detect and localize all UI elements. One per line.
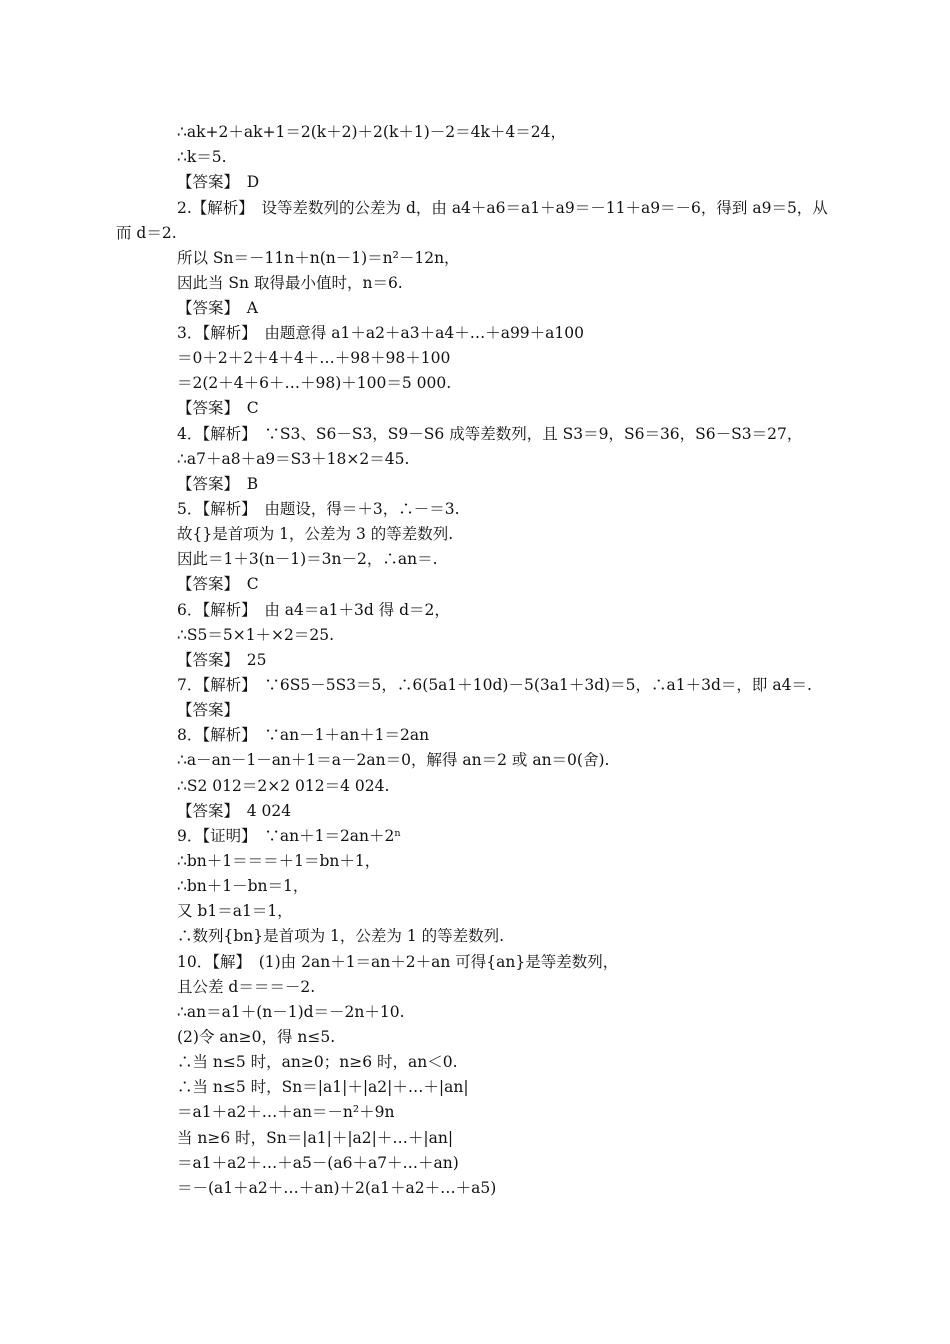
text-line: 10．【解】 (1)由 2an＋1＝an＋2＋an 可得{an}是等差数列， [177, 953, 619, 971]
text-line: ∴S2 012＝2×2 012＝4 024. [177, 777, 390, 795]
text-line: ＝a1＋a2＋…＋an＝－n²＋9n [177, 1103, 395, 1121]
text-line: 7．【解析】 ∵6S5－5S3＝5，∴6(5a1＋10d)－5(3a1＋3d)＝5，∴a1＋3d＝，即 a4＝. [177, 676, 812, 694]
text-line: ∴a7＋a8＋a9＝S3＋18×2＝45. [177, 450, 410, 468]
text-line: 所以 Sn＝－11n＋n(n－1)＝n²－12n， [177, 249, 460, 267]
answer-line: 【答案】 C [177, 399, 259, 417]
text-line: 又 b1＝a1＝1， [177, 902, 293, 920]
answer-line: 【答案】 4 024 [177, 802, 292, 820]
text-line: 5．【解析】 由题设，得＝＋3，∴－＝3. [177, 500, 460, 518]
text-line: 4．【解析】 ∵S3、S6－S3，S9－S6 成等差数列，且 S3＝9，S6＝36，S6－S3＝27， [177, 425, 803, 443]
text-line: 6．【解析】 由 a4＝a1＋3d 得 d＝2， [177, 601, 450, 619]
answer-line: 【答案】 A [177, 299, 258, 317]
text-line: ∴S5＝5×1＋×2＝25. [177, 626, 335, 644]
text-line: 9．【证明】 ∵an＋1＝2an＋2ⁿ [177, 827, 402, 845]
text-line: ∴当 n≤5 时，Sn＝|a1|＋|a2|＋…＋|an| [177, 1078, 469, 1096]
text-line: ∴ak+2＋ak+1＝2(k＋2)＋2(k＋1)－2＝4k＋4＝24， [177, 123, 566, 141]
text-line: 2.【解析】 设等差数列的公差为 d，由 a4＋a6＝a1＋a9＝－11＋a9＝－6，得到 a9＝5，从 [177, 199, 828, 217]
text-line: 而 d＝2. [116, 224, 177, 242]
answer-line: 【答案】 B [177, 475, 259, 493]
text-line: ∴an＝a1＋(n－1)d＝－2n＋10. [177, 1003, 405, 1021]
text-line: 且公差 d＝＝＝－2. [177, 978, 316, 996]
text-line: ＝0＋2＋2＋4＋4＋…＋98＋98＋100 [177, 349, 451, 367]
answer-line: 【答案】 [177, 701, 240, 719]
text-line: 因此当 Sn 取得最小值时，n＝6. [177, 274, 403, 292]
text-line: ＝2(2＋4＋6＋…＋98)＋100＝5 000. [177, 374, 452, 392]
answer-line: 【答案】 D [177, 173, 260, 191]
text-line: ∴bn＋1＝＝＝＋1＝bn＋1， [177, 852, 381, 870]
text-line: ∴a－an－1－an＋1＝a－2an＝0，解得 an＝2 或 an＝0(舍). [177, 751, 610, 769]
text-line: ∴当 n≤5 时，an≥0；n≥6 时，an＜0. [177, 1053, 458, 1071]
text-line: ∴k＝5. [177, 148, 227, 166]
text-line: ＝a1＋a2＋…＋a5－(a6＋a7＋…＋an) [177, 1154, 459, 1172]
text-line: (2)令 an≥0，得 n≤5. [177, 1028, 336, 1046]
text-line: 3．【解析】 由题意得 a1＋a2＋a3＋a4＋…＋a99＋a100 [177, 324, 584, 342]
answer-line: 【答案】 C [177, 575, 259, 593]
answer-line: 【答案】 25 [177, 651, 267, 669]
text-line: 当 n≥6 时，Sn＝|a1|＋|a2|＋…＋|an| [177, 1129, 454, 1147]
text-line: 8．【解析】 ∵an－1＋an＋1＝2an [177, 726, 430, 744]
text-line: ∴bn＋1－bn＝1， [177, 877, 309, 895]
text-line: 故{}是首项为 1，公差为 3 的等差数列. [177, 525, 454, 543]
text-line: ∴数列{bn}是首项为 1，公差为 1 的等差数列. [177, 927, 505, 945]
text-line: ＝－(a1＋a2＋…＋an)＋2(a1＋a2＋…＋a5) [177, 1179, 497, 1197]
text-line: 因此＝1＋3(n－1)＝3n－2，∴an＝. [177, 550, 438, 568]
